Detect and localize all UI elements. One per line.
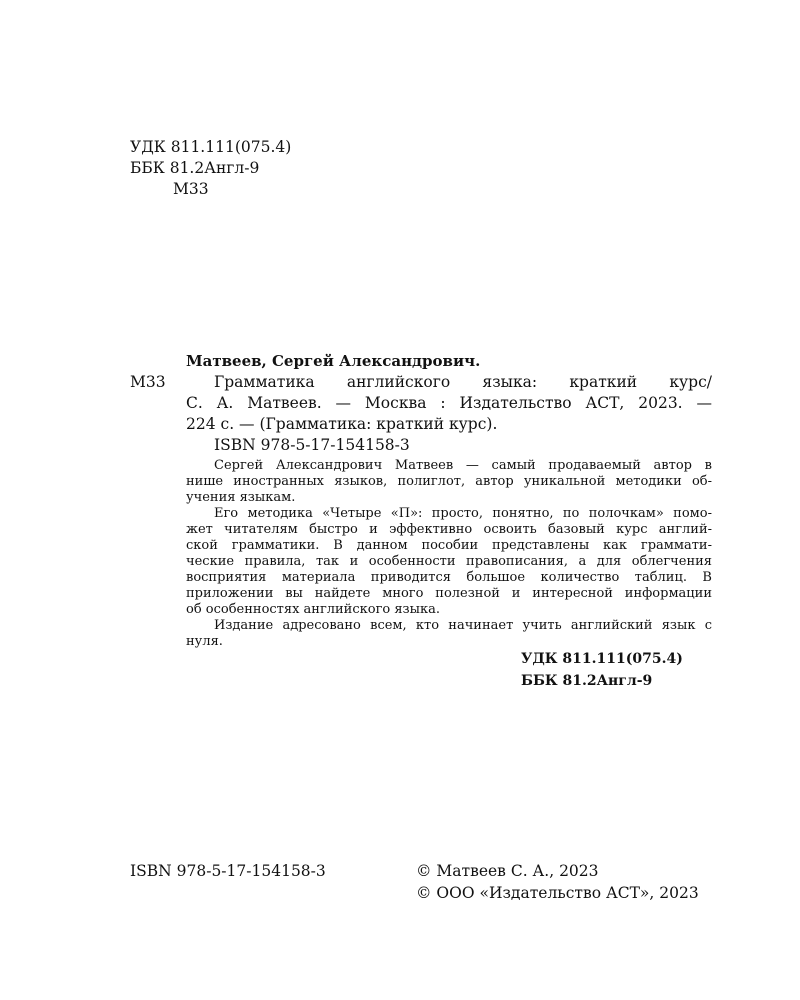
- bbk-code-bottom: ББК 81.2Англ-9: [521, 673, 653, 689]
- annotation-paragraph: [186, 458, 712, 506]
- record-isbn: ISBN 978-5-17-154158-3: [214, 436, 410, 454]
- annotation-paragraph: [186, 506, 712, 618]
- udk-code-bottom: УДК 811.111(075.4): [521, 651, 683, 667]
- copyright-block: [416, 861, 699, 905]
- bbk-code: ББК 81.2Англ-9: [130, 159, 260, 177]
- annotation-line: приложении вы найдете много полезной и интересной информации: [186, 586, 712, 601]
- annotation-line: жет читателям быстро и эффективно освоить базовый курс англий-: [186, 522, 712, 537]
- annotation-line: нише иностранных языков, полиглот, автор уникальной методики об-: [186, 474, 712, 489]
- udk-code: УДК 811.111(075.4): [130, 138, 292, 156]
- copyright-author: © Матвеев С. А., 2023: [416, 862, 599, 880]
- bibliographic-line: 224 с. — (Грамматика: краткий курс).: [186, 415, 498, 433]
- annotation-line: Издание адресовано всем, кто начинает учить английский язык с: [214, 618, 712, 633]
- annotation-line: ской грамматики. В данном пособии представлены как граммати-: [186, 538, 712, 553]
- bibliographic-line: Грамматика английского языка: краткий курс/: [214, 373, 712, 391]
- annotation-line: восприятия материала приводится большое количество таблиц. В: [186, 570, 712, 585]
- annotation-line: ческие правила, так и особенности правописания, а для облегчения: [186, 554, 712, 569]
- annotation-line: нуля.: [186, 634, 223, 649]
- annotation-line: Сергей Александрович Матвеев — самый продаваемый автор в: [214, 458, 712, 473]
- footer-isbn: ISBN 978-5-17-154158-3: [130, 862, 326, 880]
- annotation-line: об особенностях английского языка.: [186, 602, 440, 617]
- author-mark: М33: [173, 180, 209, 198]
- record-author-mark: М33: [130, 373, 166, 391]
- classification-bottom: [521, 651, 683, 695]
- bibliographic-line: С. А. Матвеев. — Москва : Издательство АСТ, 2023. —: [186, 394, 712, 412]
- copyright-publisher: © ООО «Издательство АСТ», 2023: [416, 884, 699, 902]
- annotation-line: учения языкам.: [186, 490, 296, 505]
- classification-top: [130, 137, 291, 200]
- bibliographic-description: [186, 372, 712, 435]
- annotation-line: Его методика «Четыре «П»: просто, понятно, по полочкам» помо-: [214, 506, 712, 521]
- annotation: [186, 458, 712, 650]
- annotation-paragraph: [186, 618, 712, 650]
- author-heading: Матвеев, Сергей Александрович.: [186, 352, 481, 370]
